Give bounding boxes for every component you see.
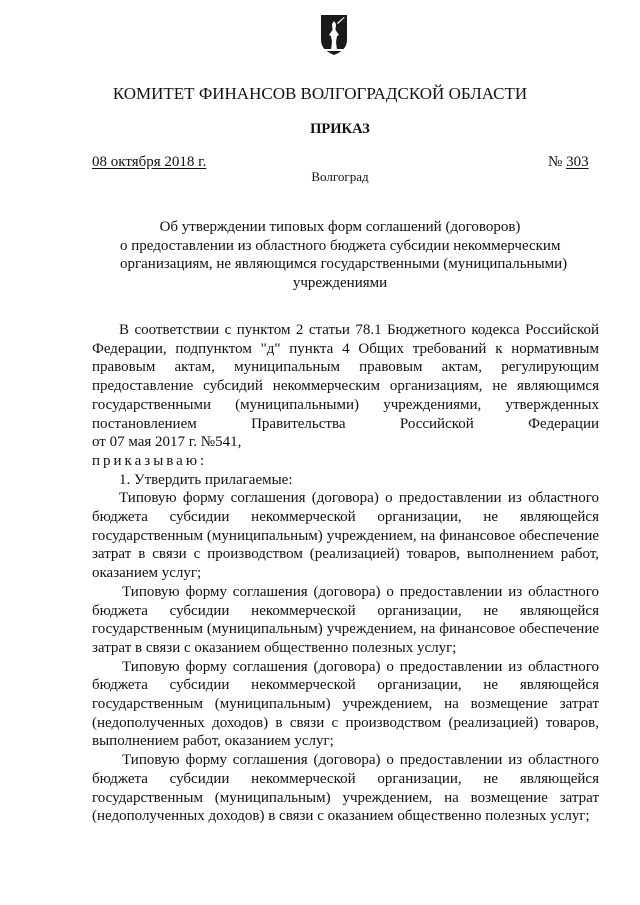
order-word: приказываю: <box>92 452 208 469</box>
doc-number-value: 303 <box>566 154 589 170</box>
doc-number-prefix: № <box>548 154 563 170</box>
form-paragraph: Типовую форму соглашения (договора) о предоставлении из областного бюджета субсидии некоммерческой организации, не являющейся государственным (муниципальным) учреждением, на финансовое обеспечение затрат в связи с производством (реализацией) товаров, выполнением работ, оказанием услуг; <box>92 490 599 582</box>
form-paragraph: Типовую форму соглашения (договора) о предоставлении из областного бюджета субсидии некоммерческой организации, не являющейся государственным (муниципальным) учреждением, на возмещение затрат (недополученных доходов) в связи с оказанием общественно полезных услуг; <box>92 752 599 825</box>
subject-line: о предоставлении из областного бюджета субсидии некоммерческим <box>120 237 561 254</box>
doc-date: 08 октября 2018 г. <box>92 154 207 170</box>
doc-city: Волгоград <box>311 169 369 184</box>
org-title: КОМИТЕТ ФИНАНСОВ ВОЛГОГРАДСКОЙ ОБЛАСТИ <box>112 84 528 103</box>
item-1: 1. Утвердить прилагаемые: <box>119 471 293 488</box>
subject-line: учреждениями <box>292 274 388 291</box>
preamble-ending: от 07 мая 2017 г. №541, <box>92 434 242 451</box>
form-paragraph: Типовую форму соглашения (договора) о предоставлении из областного бюджета субсидии некоммерческой организации, не являющейся государственным (муниципальным) учреждением, на возмещение затрат (недополученных доходов) в связи с производством (реализацией) товаров, выполнением работ, оказанием услуг; <box>92 658 599 750</box>
doc-type: ПРИКАЗ <box>310 121 370 137</box>
preamble-paragraph: В соответствии с пунктом 2 статьи 78.1 Бюджетного кодекса Российской Федерации, подпунктом "д" пункта 4 Общих требований к нормативным правовым актам, муниципальным правовым актам, регулирующим предоставление субсидий некоммерческим организациям, не являющимся государственными (муниципальными) учреждениями, утвержденных постановлением Правительства Российской Федерации <box>92 322 599 432</box>
form-paragraph: Типовую форму соглашения (договора) о предоставлении из областного бюджета субсидии некоммерческой организации, не являющейся государственным (муниципальным) учреждением, на финансовое обеспечение затрат в связи с оказанием общественно полезных услуг; <box>92 583 599 656</box>
subject-line: Об утверждении типовых форм соглашений (договоров) <box>159 219 521 235</box>
doc-subject <box>120 218 568 292</box>
doc-body <box>92 321 599 826</box>
subject-line: организациям, не являющимся государственными (муниципальными) <box>120 256 568 272</box>
coat-of-arms-icon <box>320 14 348 56</box>
